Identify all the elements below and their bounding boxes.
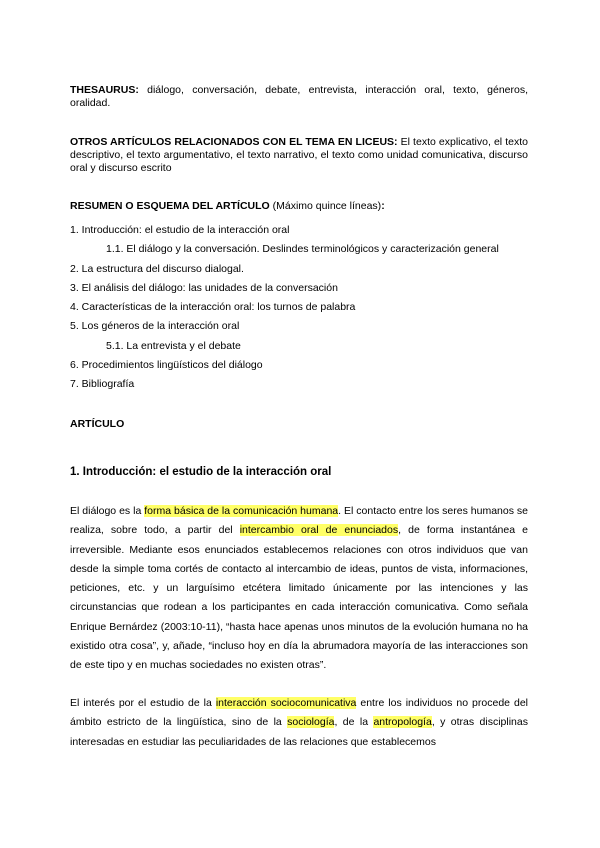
para-text: , de forma instantánea e irreversible. Mediante esos enunciados establecemos relaciones con otros individuos que van desde la simple toma cortés de contacto al intercambio de ideas, puntos de vista, informaciones, peticiones, etc. y un larguísimo etcétera limitado únicamente por las intenciones y las circunstancias que rodean a los participantes en cada interacción comunicativa. Como señala Enrique Bernárdez (2003:10-11), “hasta hace apenas unos minutos de la evolución humana no ha existido otra cosa”, y, añade, “incluso hoy en día la abrumadora mayoría de las interacciones son de este tipo y en muchas sociedades no existen otras”. [70, 524, 528, 672]
summary-label: RESUMEN O ESQUEMA DEL ARTÍCULO [70, 200, 270, 212]
summary-heading [70, 200, 528, 213]
related-articles-label: OTROS ARTÍCULOS RELACIONADOS CON EL TEMA EN LICEUS: [70, 136, 398, 148]
outline-item: 2. La estructura del discurso dialogal. [70, 262, 244, 275]
related-articles-text: El texto explicativo, el texto descriptivo, el texto argumentativo, el texto narrativo, el texto como unidad comunicativa, discurso oral y discurso escrito [70, 136, 528, 174]
outline-item: 5.1. La entrevista y el debate [106, 339, 241, 352]
section-title: 1. Introducción: el estudio de la interacción oral [70, 466, 332, 478]
outline-list [70, 221, 540, 395]
outline-item: 1. Introducción: el estudio de la interacción oral [70, 224, 290, 236]
para-text: entre los individuos no procede del ámbito estricto de la lingüística, sino de la [70, 697, 528, 729]
related-articles-paragraph [70, 136, 528, 175]
highlight: antropología [373, 716, 432, 729]
outline-item: 1.1. El diálogo y la conversación. Deslindes terminológicos y caracterización general [106, 243, 499, 256]
para-text: El diálogo es la [70, 505, 145, 517]
outline-item: 3. El análisis del diálogo: las unidades de la conversación [70, 281, 338, 294]
thesaurus-paragraph [70, 84, 528, 110]
highlight: intercambio oral de enunciados [239, 524, 399, 537]
outline-item: 6. Procedimientos lingüísticos del diálogo [70, 359, 263, 372]
outline-item: 7. Bibliografía [70, 378, 135, 391]
highlight: forma básica de la comunicación humana [144, 505, 339, 517]
body-paragraph-2 [70, 694, 528, 752]
article-label: ARTÍCULO [70, 418, 125, 430]
thesaurus-text: diálogo, conversación, debate, entrevista, interacción oral, texto, géneros, oralidad. [70, 84, 528, 109]
para-text: , de la [334, 716, 374, 729]
outline-item: 5. Los géneros de la interacción oral [70, 320, 240, 333]
outline-item: 4. Características de la interacción oral: los turnos de palabra [70, 301, 356, 314]
para-text: . El contacto entre los seres humanos se realiza, sobre todo, a partir del [70, 505, 528, 537]
summary-colon: : [381, 200, 385, 212]
para-text: El interés por el estudio de la [70, 697, 216, 709]
para-text: , y otras disciplinas interesadas en estudiar las peculiaridades de las relaciones que establecemos [70, 716, 528, 748]
highlight: interacción sociocomunicativa [215, 697, 357, 709]
summary-note: (Máximo quince líneas) [269, 200, 382, 212]
body-paragraph-1 [70, 502, 528, 676]
thesaurus-label: THESAURUS: [70, 84, 139, 96]
highlight: sociología [287, 716, 335, 729]
